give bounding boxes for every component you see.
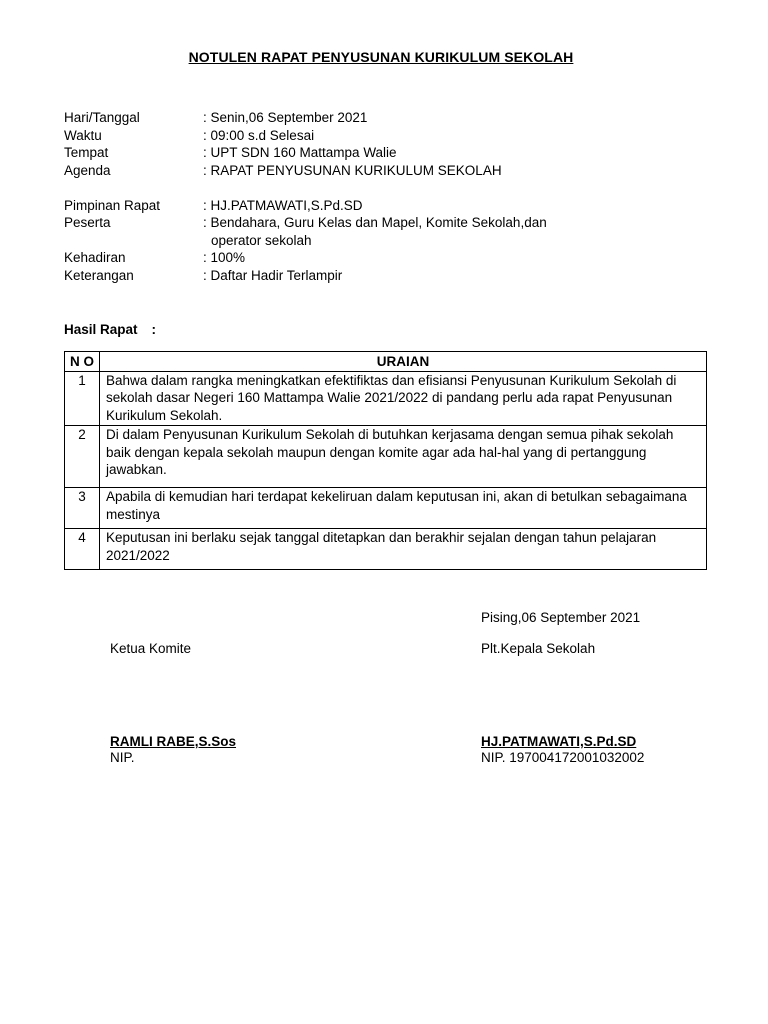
table-row	[65, 529, 707, 570]
info-value: : HJ.PATMAWATI,S.Pd.SD	[203, 197, 363, 213]
left-signatory-nip: NIP.	[110, 750, 135, 765]
document-title: NOTULEN RAPAT PENYUSUNAN KURIKULUM SEKOLAH	[188, 49, 574, 65]
row-text: Bahwa dalam rangka meningkatkan efektifiktas dan efisiansi Penyusunan Kurikulum Sekolah di sekolah dasar Negeri 160 Mattampa Walie 2021/2022 di pandang perlu ada rapat Penyusunan Kurikulum Sekolah.	[100, 371, 707, 426]
row-number: 4	[65, 529, 100, 570]
table-header-row	[65, 352, 707, 372]
right-signatory-role: Plt.Kepala Sekolah	[481, 641, 596, 656]
info-row-peserta	[64, 214, 591, 232]
info-row-tempat	[64, 144, 591, 162]
info-row-hari-tanggal	[64, 109, 591, 127]
row-number: 2	[65, 426, 100, 488]
row-text: Apabila di kemudian hari terdapat kekeliruan dalam keputusan ini, akan di betulkan sebagaimana mestinya	[100, 488, 707, 529]
hasil-rapat-label: Hasil Rapat	[64, 322, 138, 337]
table-row	[65, 371, 707, 426]
meeting-info	[64, 109, 591, 284]
hasil-rapat-heading	[64, 321, 156, 339]
info-row-waktu	[64, 127, 591, 145]
info-value: : Bendahara, Guru Kelas dan Mapel, Komite Sekolah,dan	[203, 215, 547, 230]
info-label: Keterangan	[64, 267, 134, 283]
info-label: Pimpinan Rapat	[64, 197, 161, 213]
hasil-rapat-colon: :	[151, 322, 157, 337]
column-header-uraian: URAIAN	[100, 352, 707, 372]
info-label: Tempat	[64, 145, 109, 160]
info-value: : UPT SDN 160 Mattampa Walie	[203, 145, 397, 160]
signature-place-date: Pising,06 September 2021	[481, 610, 641, 625]
row-text: Di dalam Penyusunan Kurikulum Sekolah di butuhkan kerjasama dengan semua pihak sekolah baik dengan kepala sekolah maupun dengan komite agar ada hal-hal yang di pertanggung jawabkan.	[100, 426, 707, 488]
info-value: : 09:00 s.d Selesai	[203, 127, 315, 143]
info-row-agenda	[64, 162, 591, 180]
info-label: Hari/Tanggal	[64, 110, 140, 125]
spacer	[64, 179, 591, 197]
info-row-keterangan	[64, 267, 591, 285]
info-label: Waktu	[64, 127, 102, 143]
info-value: : RAPAT PENYUSUNAN KURIKULUM SEKOLAH	[203, 162, 502, 178]
left-signatory-role: Ketua Komite	[110, 641, 192, 656]
info-label: Agenda	[64, 162, 111, 178]
info-value-continuation: operator sekolah	[211, 232, 312, 248]
table-row	[65, 488, 707, 529]
info-value: : Daftar Hadir Terlampir	[203, 267, 343, 283]
column-header-no: N O	[65, 352, 100, 372]
info-label: Kehadiran	[64, 250, 126, 265]
info-row-peserta-cont	[64, 232, 591, 250]
row-text: Keputusan ini berlaku sejak tanggal ditetapkan dan berakhir sejalan dengan tahun pelajaran 2021/2022	[100, 529, 707, 570]
info-label-empty	[64, 232, 203, 250]
info-row-kehadiran	[64, 249, 591, 267]
info-value: : 100%	[203, 250, 246, 265]
results-table	[64, 351, 707, 570]
info-row-pimpinan	[64, 197, 591, 215]
row-number: 3	[65, 488, 100, 529]
info-value: : Senin,06 September 2021	[203, 110, 368, 125]
right-signatory-name: HJ.PATMAWATI,S.Pd.SD	[481, 734, 637, 749]
table-row	[65, 426, 707, 488]
row-number: 1	[65, 371, 100, 426]
info-label: Peserta	[64, 215, 111, 230]
left-signatory-name: RAMLI RABE,S.Sos	[110, 734, 237, 749]
right-signatory-nip: NIP. 197004172001032002	[481, 750, 645, 765]
